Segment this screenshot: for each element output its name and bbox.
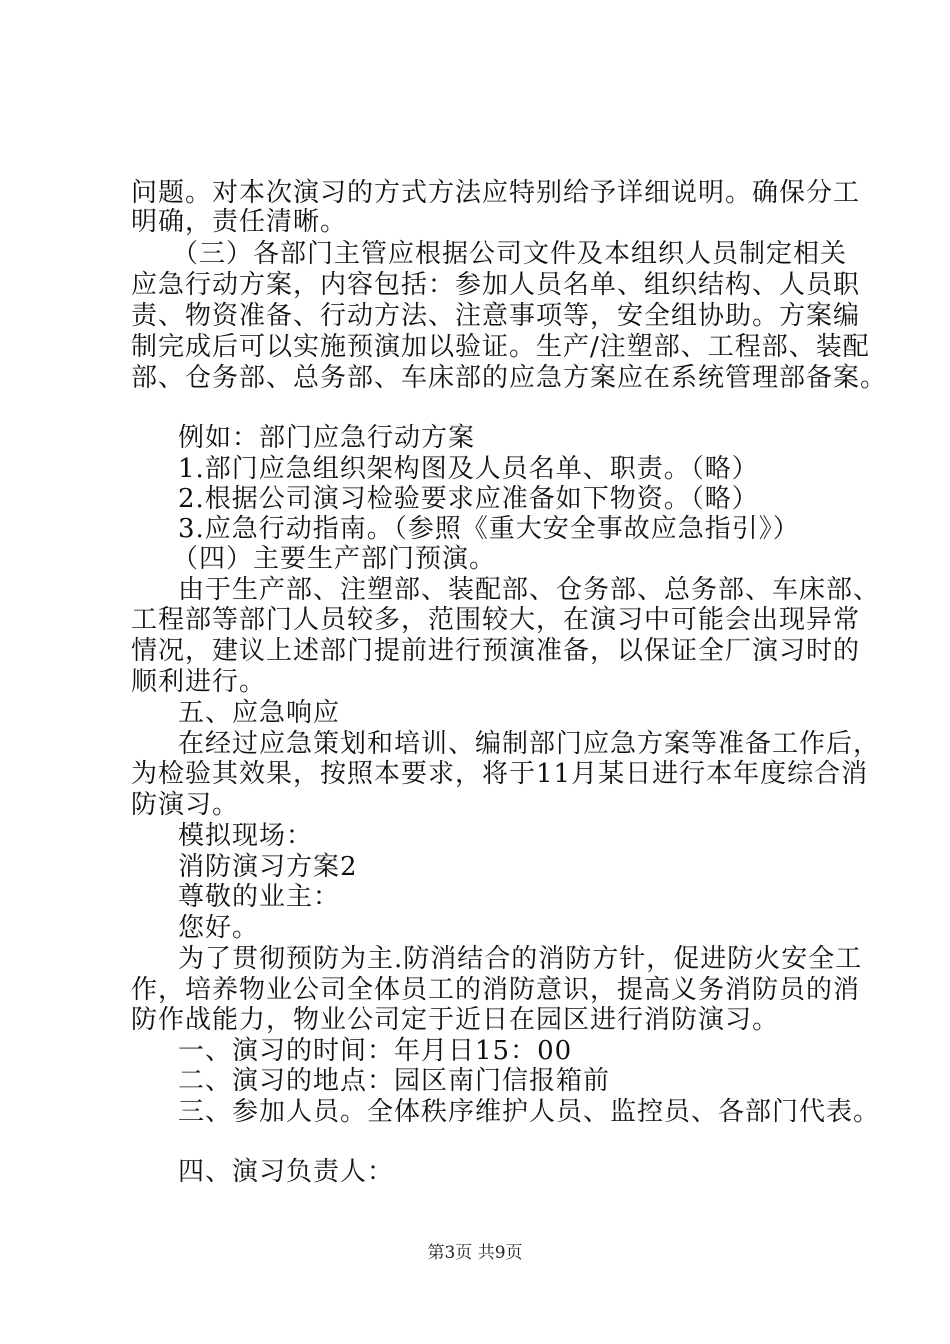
salutation: 尊敬的业主： [178, 882, 341, 912]
list-item: 一、演习的时间：年月日15：00 [178, 1036, 573, 1066]
list-item: 四、演习负责人： [178, 1157, 395, 1187]
text-line: 制完成后可以实施预演加以验证。生产/注塑部、工程部、装配 [131, 332, 870, 362]
text-line: 在经过应急策划和培训、编制部门应急方案等准备工作后， [178, 729, 881, 759]
list-item: 1.部门应急组织架构图及人员名单、职责。（略） [178, 454, 759, 484]
text-line: 顺利进行。 [131, 667, 267, 697]
text-line: 模拟现场： [178, 821, 314, 851]
list-item: 三、参加人员。全体秩序维护人员、监控员、各部门代表。 [178, 1097, 881, 1127]
text-line: 防作战能力，物业公司定于近日在园区进行消防演习。 [131, 1005, 780, 1035]
list-item: 2.根据公司演习检验要求应准备如下物资。（略） [178, 484, 759, 514]
text-line: 工程部等部门人员较多，范围较大，在演习中可能会出现异常 [131, 605, 861, 635]
text-line: 为了贯彻预防为主.防消结合的消防方针，促进防火安全工 [178, 944, 863, 974]
text-line: 部、仓务部、总务部、车床部的应急方案应在系统管理部备案。 [131, 363, 888, 393]
text-line: 应急行动方案，内容包括：参加人员名单、组织结构、人员职 [131, 270, 861, 300]
greeting: 您好。 [178, 913, 260, 943]
text-line: （三）各部门主管应根据公司文件及本组织人员制定相关 [172, 239, 848, 269]
text-line: 由于生产部、注塑部、装配部、仓务部、总务部、车床部、 [178, 575, 881, 605]
page-footer: 第3页 共9页 [427, 1243, 523, 1263]
text-line: 责、物资准备、行动方法、注意事项等，安全组协助。方案编 [131, 301, 861, 331]
text-line: 防演习。 [131, 790, 240, 820]
text-line: 情况，建议上述部门提前进行预演准备，以保证全厂演习时的 [131, 636, 861, 666]
list-item: 3.应急行动指南。（参照《重大安全事故应急指引》） [178, 514, 800, 544]
text-line: 作，培养物业公司全体员工的消防意识，提高义务消防员的消 [131, 975, 861, 1005]
list-item: 二、演习的地点：园区南门信报箱前 [178, 1066, 611, 1096]
text-line: 为检验其效果，按照本要求，将于11月某日进行本年度综合消 [131, 759, 869, 789]
section-heading: （四）主要生产部门预演。 [172, 544, 497, 574]
text-line: 明确，责任清晰。 [131, 207, 348, 237]
section-heading: 五、应急响应 [178, 698, 341, 728]
text-line: 例如：部门应急行动方案 [178, 423, 476, 453]
text-line: 问题。对本次演习的方式方法应特别给予详细说明。确保分工 [131, 178, 861, 208]
document-subtitle: 消防演习方案2 [178, 852, 358, 882]
